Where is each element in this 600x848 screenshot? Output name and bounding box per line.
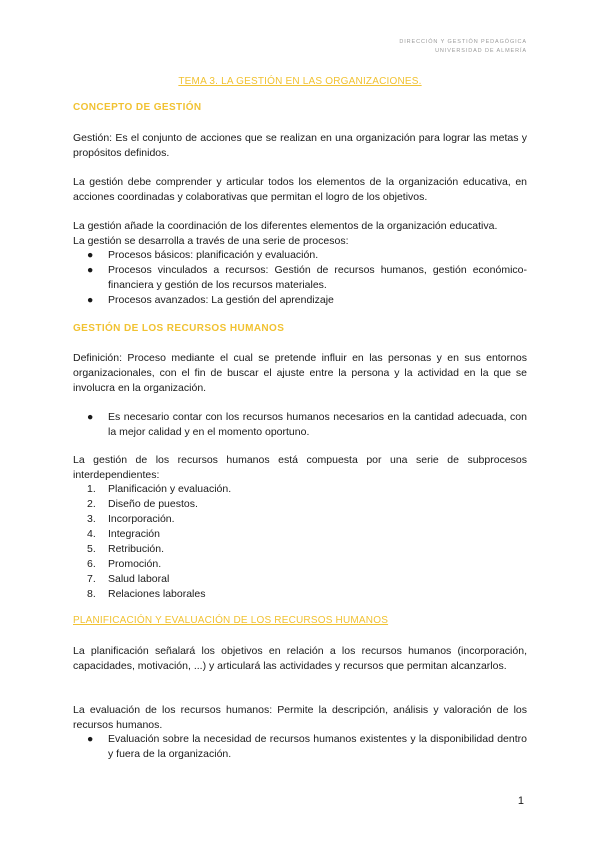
bullet-icon: ● bbox=[87, 411, 94, 423]
bullet-list-rrhh bbox=[73, 410, 527, 440]
list-item: 3. Incorporación. bbox=[87, 513, 175, 525]
paragraph-gestion-definition: Gestión: Es el conjunto de acciones que se realizan en una organización para lograr las metas y propósitos definidos. bbox=[73, 132, 527, 159]
bullet-icon: ● bbox=[87, 294, 94, 306]
document-title: TEMA 3. LA GESTIÓN EN LAS ORGANIZACIONES. bbox=[178, 76, 422, 87]
paragraph-planificacion: La planificación señalará los objetivos en relación a los recursos humanos (incorporación, capacidades, motivación, ...) y articulará las actividades y recursos que permitan alcanzarlos. bbox=[73, 645, 527, 672]
list-item: ● Procesos avanzados: La gestión del aprendizaje bbox=[87, 294, 334, 306]
paragraph-gestion-procesos: La gestión se desarrolla a través de una serie de procesos: bbox=[73, 235, 349, 247]
section-heading-rrhh: GESTIÓN DE LOS RECURSOS HUMANOS bbox=[73, 323, 285, 334]
paragraph-evaluacion: La evaluación de los recursos humanos: Permite la descripción, análisis y valoración de los recursos humanos. bbox=[73, 704, 527, 731]
numbered-list-subprocesos bbox=[73, 482, 527, 602]
bullet-icon: ● bbox=[87, 264, 94, 276]
list-item: ● Procesos vinculados a recursos: Gestión de recursos humanos, gestión económico-financiera y gestión de los recursos materiales. bbox=[87, 264, 527, 291]
paragraph-gestion-articular: La gestión debe comprender y articular todos los elementos de la organización educativa, en acciones coordinadas y colaborativas que permitan el logro de los objetivos. bbox=[73, 176, 527, 203]
list-item: ● Evaluación sobre la necesidad de recursos humanos existentes y la disponibilidad dentro y fuera de la organización. bbox=[87, 733, 527, 760]
list-item: 4. Integración bbox=[87, 528, 160, 540]
bullet-icon: ● bbox=[87, 249, 94, 261]
running-header bbox=[399, 38, 527, 56]
list-item: 5. Retribución. bbox=[87, 543, 165, 555]
paragraph-rrhh-subprocesos: La gestión de los recursos humanos está compuesta por una serie de subprocesos interdependientes: bbox=[73, 454, 527, 481]
header-university: UNIVERSIDAD DE ALMERÍA bbox=[435, 48, 527, 54]
header-course: DIRECCIÓN Y GESTIÓN PEDAGÓGICA bbox=[399, 39, 527, 45]
paragraph-gestion-coordinacion: La gestión añade la coordinación de los diferentes elementos de la organización educativa. bbox=[73, 220, 498, 232]
list-item: ● Procesos básicos: planificación y evaluación. bbox=[87, 249, 319, 261]
bullet-list-evaluacion bbox=[73, 732, 527, 762]
paragraph-rrhh-definition: Definición: Proceso mediante el cual se pretende influir en las personas y en sus entornos organizacionales, con el fin de buscar el ajuste entre la persona y la actividad en la que se involucra en la organización. bbox=[73, 352, 527, 394]
list-item: ● Es necesario contar con los recursos humanos necesarios en la cantidad adecuada, con la mejor calidad y en el momento oportuno. bbox=[87, 411, 527, 438]
page-number: 1 bbox=[517, 795, 524, 807]
list-item: 1. Planificación y evaluación. bbox=[87, 483, 232, 495]
list-item: 2. Diseño de puestos. bbox=[87, 498, 198, 510]
list-item: 8. Relaciones laborales bbox=[87, 588, 206, 600]
list-item: 7. Salud laboral bbox=[87, 573, 170, 585]
bullet-icon: ● bbox=[87, 733, 94, 745]
section-heading-planificacion: PLANIFICACIÓN Y EVALUACIÓN DE LOS RECURSOS HUMANOS bbox=[73, 615, 389, 626]
section-heading-concepto: CONCEPTO DE GESTIÓN bbox=[73, 102, 202, 113]
bullet-list-procesos bbox=[73, 248, 527, 308]
list-item: 6. Promoción. bbox=[87, 558, 162, 570]
